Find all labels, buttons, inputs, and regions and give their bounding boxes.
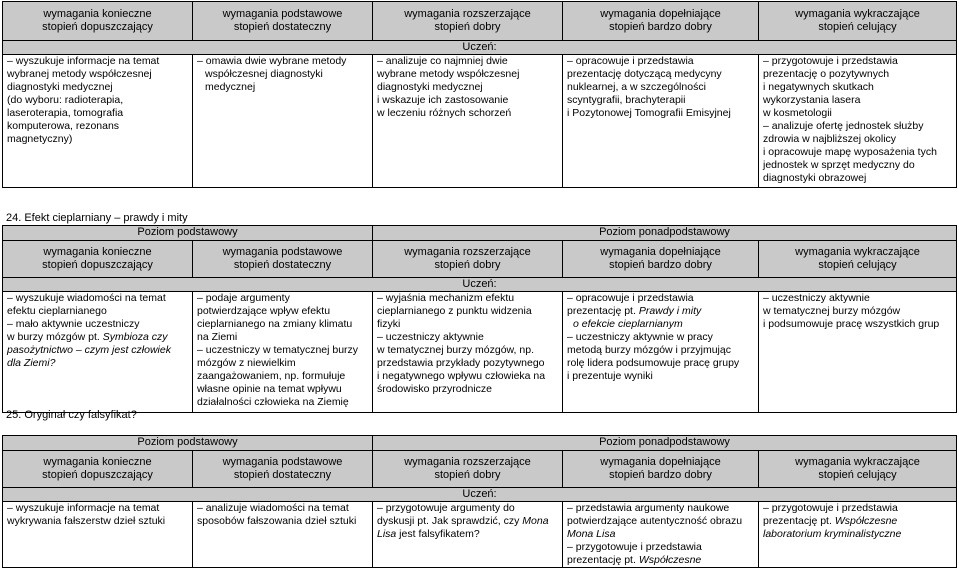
col-header-2: wymagania podstawowe stopień dostateczny bbox=[193, 241, 373, 278]
requirements-table-24 bbox=[2, 225, 957, 413]
level-row bbox=[3, 436, 957, 451]
col-header-1: wymagania konieczne stopień dopuszczający bbox=[3, 241, 193, 278]
level-extended: Poziom ponadpodstawowy bbox=[373, 436, 957, 451]
col-header-1: wymagania konieczne stopień dopuszczający bbox=[3, 451, 193, 488]
col-header-4: wymagania dopełniające stopień bardzo dobry bbox=[563, 451, 759, 488]
col-header-4: wymagania dopełniające stopień bardzo dobry bbox=[563, 241, 759, 278]
uczen-row bbox=[3, 488, 957, 502]
level-row bbox=[3, 226, 957, 241]
cell-rozszerzajace: – analizuje co najmniej dwie wybrane metody współczesnej diagnostyki medycznej i wskazuje ich zastosowanie w leczeniu różnych schorzeń bbox=[373, 55, 563, 188]
column-header-row bbox=[3, 241, 957, 278]
col-header-2: wymagania podstawowe stopień dostateczny bbox=[193, 451, 373, 488]
content-row bbox=[3, 55, 957, 188]
col-header-5: wymagania wykraczające stopień celujący bbox=[759, 241, 957, 278]
cell-wykraczajace: – uczestniczy aktywnie w tematycznej burzy mózgów i podsumowuje pracę wszystkich grup bbox=[759, 292, 957, 413]
cell-rozszerzajace: – przygotowuje argumenty do dyskusji pt. Jak sprawdzić, czy Mona Lisa jest falsyfikatem? bbox=[373, 502, 563, 568]
content-row bbox=[3, 292, 957, 413]
cell-podstawowe: – podaje argumenty potwierdzające wpływ efektu cieplarnianego na zmiany klimatu na Ziemi – uczestniczy w tematycznej burzy mózgów z niewielkim zaangażowaniem, np. formułuje własne opinie na temat wpływu działalności człowieka na Ziemię bbox=[193, 292, 373, 413]
cell-podstawowe: – analizuje wiadomości na temat sposobów fałszowania dzieł sztuki bbox=[193, 502, 373, 568]
section-25-title: 25. Oryginał czy falsyfikat? bbox=[6, 409, 137, 421]
uczen-row bbox=[3, 41, 957, 55]
col-header-3: wymagania rozszerzające stopień dobry bbox=[373, 2, 563, 41]
cell-dopelniajace: – przedstawia argumenty naukowe potwierdzające autentyczność obrazu Mona Lisa – przygotowuje i przedstawia prezentację pt. Współczesne bbox=[563, 502, 759, 568]
col-header-1: wymagania konieczne stopień dopuszczający bbox=[3, 2, 193, 41]
col-header-2: wymagania podstawowe stopień dostateczny bbox=[193, 2, 373, 41]
level-extended: Poziom ponadpodstawowy bbox=[373, 226, 957, 241]
cell-rozszerzajace: – wyjaśnia mechanizm efektu cieplarnianego z punktu widzenia fizyki – uczestniczy aktywnie w tematycznej burzy mózgów, np. przedstawia przykłady pozytywnego i negatywnego wpływu człowieka na środowisko przyrodnicze bbox=[373, 292, 563, 413]
level-basic: Poziom podstawowy bbox=[3, 436, 373, 451]
col-header-4: wymagania dopełniające stopień bardzo dobry bbox=[563, 2, 759, 41]
cell-konieczne: – wyszukuje informacje na temat wykrywania fałszerstw dzieł sztuki bbox=[3, 502, 193, 568]
cell-dopelniajace: – opracowuje i przedstawia prezentację dotyczącą medycyny nuklearnej, a w szczególności scyntygrafii, brachyterapii i Pozytonowej Tomografii Emisyjnej bbox=[563, 55, 759, 188]
col-header-3: wymagania rozszerzające stopień dobry bbox=[373, 241, 563, 278]
uczen-label: Uczeń: bbox=[3, 278, 957, 292]
cell-wykraczajace: – przygotowuje i przedstawia prezentację o pozytywnych i negatywnych skutkach wykorzystania lasera w kosmetologii – analizuje ofertę jednostek służby zdrowia w najbliższej okolicy i opracowuje mapę wyposażenia tych jednostek w sprzęt medyczny do diagnostyki obrazowej bbox=[759, 55, 957, 188]
cell-konieczne: – wyszukuje informacje na temat wybranej metody współczesnej diagnostyki medycznej (do wyboru: radioterapia, laseroterapia, tomografia komputerowa, rezonans magnetyczny) bbox=[3, 55, 193, 188]
col-header-5: wymagania wykraczające stopień celujący bbox=[759, 451, 957, 488]
col-header-5: wymagania wykraczające stopień celujący bbox=[759, 2, 957, 41]
uczen-row bbox=[3, 278, 957, 292]
content-row bbox=[3, 502, 957, 568]
uczen-label: Uczeń: bbox=[3, 488, 957, 502]
cell-konieczne: – wyszukuje wiadomości na temat efektu cieplarnianego – mało aktywnie uczestniczy w burzy mózgów pt. Symbioza czy pasożytnictwo – czym jest człowiek dla Ziemi? bbox=[3, 292, 193, 413]
section-24-title: 24. Efekt cieplarniany – prawdy i mity bbox=[6, 212, 188, 224]
column-header-row bbox=[3, 2, 957, 41]
cell-dopelniajace: – opracowuje i przedstawia prezentację pt. Prawdy i mity o efekcie cieplarnianym – uczestniczy aktywnie w pracy metodą burzy mózgów i przyjmując rolę lidera podsumowuje pracę grupy i prezentuje wyniki bbox=[563, 292, 759, 413]
uczen-label: Uczeń: bbox=[3, 41, 957, 55]
requirements-table-23 bbox=[2, 1, 957, 188]
cell-podstawowe: – omawia dwie wybrane metody współczesnej diagnostyki medycznej bbox=[193, 55, 373, 188]
cell-wykraczajace: – przygotowuje i przedstawia prezentację pt. Współczesne laboratorium kryminalistyczne bbox=[759, 502, 957, 568]
column-header-row bbox=[3, 451, 957, 488]
requirements-table-25 bbox=[2, 435, 957, 568]
level-basic: Poziom podstawowy bbox=[3, 226, 373, 241]
col-header-3: wymagania rozszerzające stopień dobry bbox=[373, 451, 563, 488]
